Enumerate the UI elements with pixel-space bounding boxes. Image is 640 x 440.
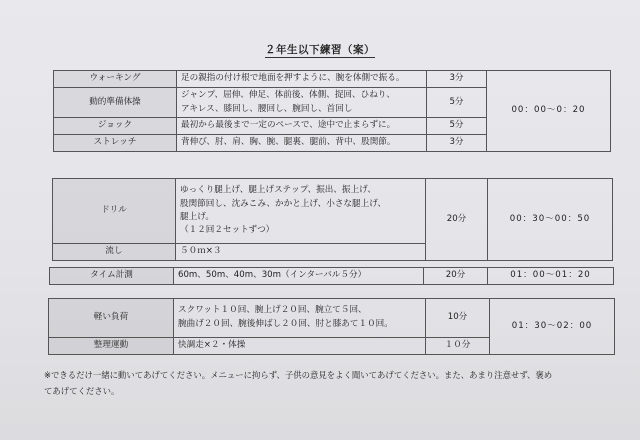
footnote-line: てあげてください。 xyxy=(44,385,120,396)
menu-name: ドリル xyxy=(53,179,176,244)
menu-duration: 5分 xyxy=(427,87,487,118)
menu-duration: 10分 xyxy=(426,299,490,338)
menu-description: 足の親指の付け根で地面を押すように、腕を体側で振る。 xyxy=(177,71,427,88)
menu-description: 60m、50m、40m、30m（インターバル５分） xyxy=(174,268,424,285)
table-row xyxy=(49,299,615,338)
menu-duration: 20分 xyxy=(426,179,488,261)
menu-description: 最初から最後まで一定のペースで、途中で止まらずに。 xyxy=(177,118,427,135)
table-row xyxy=(54,71,611,88)
menu-description xyxy=(174,299,426,338)
menu-name: ジョック xyxy=(54,118,177,135)
menu-duration: 5分 xyxy=(427,118,487,135)
menu-duration: 3分 xyxy=(427,71,487,88)
menu-name: ストレッチ xyxy=(54,135,177,152)
drill-table xyxy=(52,178,613,261)
menu-name: 軽い負荷 xyxy=(49,299,174,338)
menu-name: タイム計測 xyxy=(50,268,174,285)
description-line: アキレス、膝回し、腰回し、腕回し、首回し xyxy=(181,103,353,114)
menu-duration: 20分 xyxy=(424,268,488,285)
description-line: 腿上げ。 xyxy=(180,212,215,222)
description-line: 股関節回し、沈みこみ、かかと上げ、小さな腿上げ、 xyxy=(180,198,387,209)
menu-description: 快調走×２・体操 xyxy=(174,338,426,355)
time-range: 01：00〜01：20 xyxy=(488,268,614,285)
menu-description: 背伸び、肘、肩、胸、腕、腿裏、腿前、背中、股関節。 xyxy=(177,135,427,152)
footnote-line: ※できるだけ一緒に動いてあげてください。メニューに拘らず、子供の意見をよく聞いてあげてください。また、あまり注意せず、褒め xyxy=(44,370,553,380)
time-range: 01：30〜02：00 xyxy=(490,299,615,355)
menu-duration: 3分 xyxy=(427,135,487,152)
description-line: ジャンプ、屈伸、伸足、体前後、体側、捉回、ひねり、 xyxy=(181,89,395,100)
menu-description: ５０ｍ×３ xyxy=(176,244,426,261)
description-line: スクワット１０回、腕上げ２０回、腕立て５回、 xyxy=(178,305,367,316)
table-row xyxy=(53,179,613,244)
time-range: 00：00〜0：20 xyxy=(487,71,611,152)
menu-name: 動的準備体操 xyxy=(54,87,177,118)
warmup-table xyxy=(53,70,611,152)
description-line: （１２回２セットずつ） xyxy=(180,225,275,236)
time-trial-table xyxy=(49,267,614,285)
description-line: 腕曲げ２０回、腕後伸ばし２０回、肘と膝あて１０回。 xyxy=(178,319,393,329)
menu-duration: １０分 xyxy=(426,338,490,355)
menu-description xyxy=(177,87,427,118)
menu-description xyxy=(176,179,426,244)
menu-name: 流し xyxy=(53,244,176,261)
page-title: ２年生以下練習（案） xyxy=(265,44,375,56)
cooldown-table xyxy=(48,298,615,355)
footnote xyxy=(44,368,619,399)
time-range: 00：30〜00：50 xyxy=(488,179,613,261)
description-line: ゆっくり腿上げ、腿上げステップ、振出、振上げ、 xyxy=(180,185,377,196)
menu-name: ウォーキング xyxy=(54,71,177,88)
menu-name: 整理運動 xyxy=(49,338,174,355)
table-row xyxy=(50,268,614,285)
